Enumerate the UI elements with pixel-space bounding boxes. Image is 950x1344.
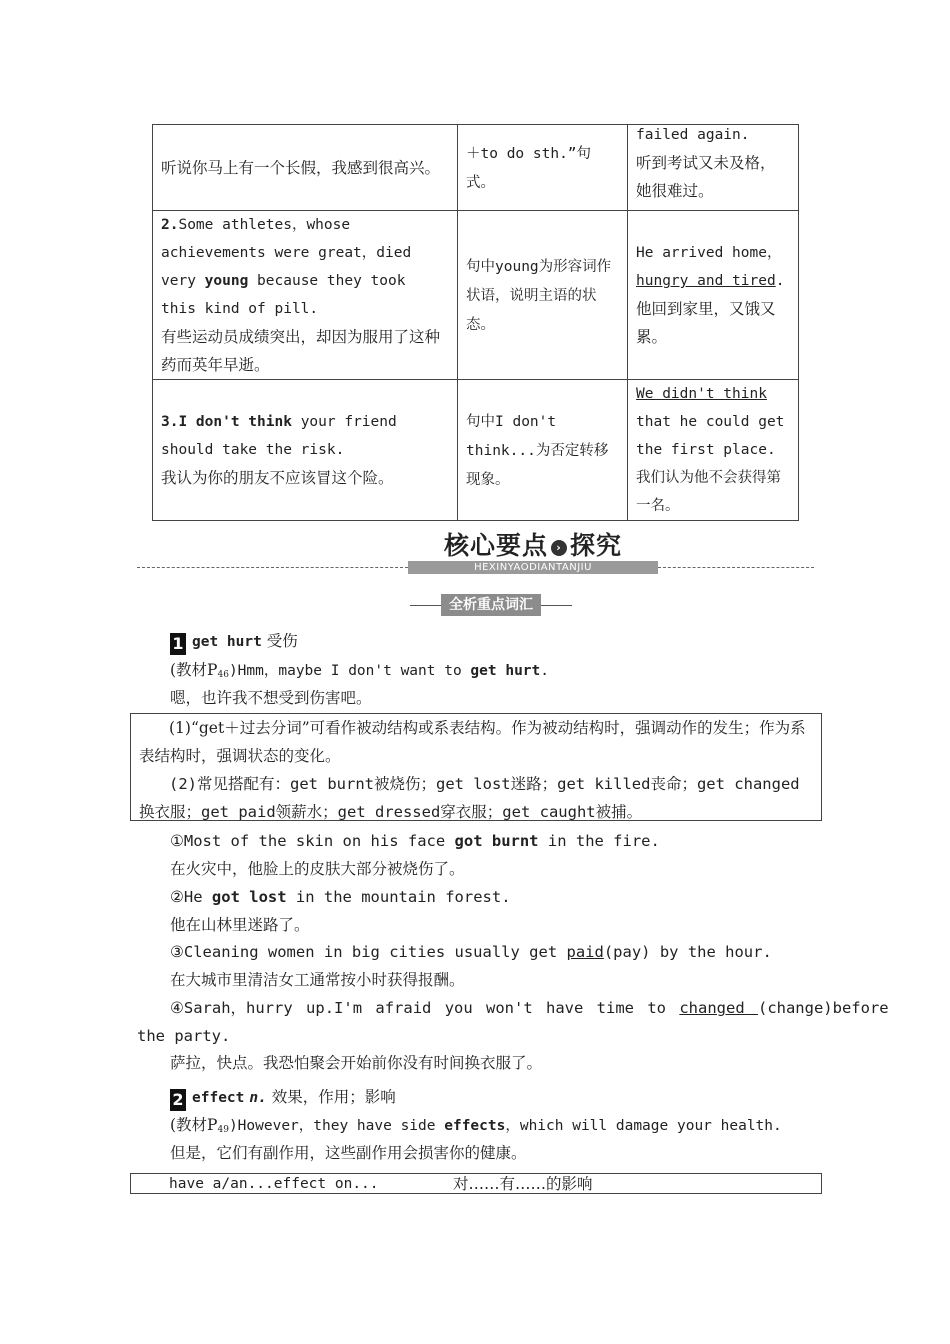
cell-sentence [153,211,458,380]
section-pinyin: HEXINYAODIANTANJIU [408,561,658,574]
cell-analysis [458,211,628,380]
example-4 [170,994,889,1022]
example-text-end: in the mountain forest. [286,888,511,906]
source-prefix: (教材P [170,1116,218,1134]
example-answer: hungry and tired [636,273,776,289]
item-meaning: 受伤 [266,632,298,650]
divider-right [658,567,814,568]
cell-example [628,380,799,521]
source-keyword: get hurt [470,663,541,679]
source-translation: 但是，它们有副作用，这些副作用会损害你的健康。 [170,1144,527,1162]
phrase-en: have a/an...effect on... [169,1176,379,1192]
sentence-keyword: I don't think [178,414,292,430]
item-keyword: effect [192,1090,245,1106]
sentence-cn: 有些运动员成绩突出，却因为服用了这种药而英年早逝。 [161,328,441,374]
example-text: ④Sarah，hurry up.I'm afraid you won't have time to [170,999,680,1017]
source-end: . [540,663,549,679]
example-en: He arrived home， [636,245,782,261]
analysis-text: 句中I don't think...为否定转移现象。 [466,413,609,488]
example-text: ③Cleaning women in big cities usually get [170,943,567,961]
section-title [408,526,658,562]
example-table [152,124,799,521]
item-heading [170,627,298,656]
example-keyword: got burnt [454,832,539,850]
phrase-box [130,1173,822,1194]
source-text: )However，they have side [228,1118,445,1134]
example-4-cont: the party. [137,1027,231,1045]
source-prefix: (教材P [170,661,218,679]
sentence-cn: 我认为你的朋友不应该冒这个险。 [161,469,394,487]
item-heading [170,1083,396,1112]
example-text-end: (change)before [757,999,889,1017]
subheading [410,594,572,616]
source-page: 49 [217,1125,229,1135]
cell-analysis [458,125,628,211]
sentence-en-end: because they took this kind of pill. [161,273,406,317]
analysis-text: ＋to do sth.”句式。 [466,145,592,191]
example-en-end: . [775,273,785,289]
sentence-number: 2. [161,217,179,233]
source-end: ，which will damage your health. [505,1118,782,1134]
item-number-badge: 1 [170,633,186,655]
sentence-en: Some athletes，whose achievements were great，died very [161,217,412,289]
item-number-badge: 2 [170,1089,186,1111]
example-text: ①Most of the skin on his face [170,832,455,850]
example-1 [170,827,660,855]
example-text-end: in the fire. [538,832,660,850]
cell-example [628,125,799,211]
sentence-cn: 听说你马上有一个长假，我感到很高兴。 [161,158,441,177]
arrow-circle-icon: › [551,540,567,556]
source-keyword: effects [444,1118,506,1134]
cell-sentence [153,125,458,211]
example-1-cn: 在火灾中，他脸上的皮肤大部分被烧伤了。 [170,860,465,878]
example-answer: paid [566,943,604,961]
source-translation: 嗯，也许我不想受到伤害吧。 [170,689,372,707]
sentence-keyword: young [204,273,249,289]
section-title-main: 核心要点 [443,531,548,560]
cell-example [628,211,799,380]
example-2 [170,883,511,911]
note-box [130,713,822,821]
sentence-number: 3. [161,414,179,430]
item-pos: n. [249,1090,267,1106]
phrase-cn: 对……有……的影响 [453,1175,593,1193]
example-2-cn: 他在山林里迷路了。 [170,916,310,934]
subheading-label: 全析重点词汇 [441,594,541,616]
item-keyword: get hurt [192,634,262,650]
example-text-end: (pay) by the hour. [603,943,772,961]
example-en: that he could get the first place. [636,414,785,458]
example-cn: 我们认为他不会获得第一名。 [636,470,781,514]
example-answer: changed [679,999,758,1017]
table-row [153,380,799,521]
example-3 [170,938,772,966]
note-1: (1)“get＋过去分词”可看作被动结构或系表结构。作为被动结构时，强调动作的发生；作为系表结构时，强调状态的变化。 [139,719,806,765]
sentence-en: your friend should take the risk. [161,414,397,458]
example-en: failed again. [636,127,750,143]
example-3-cn: 在大城市里清洁女工通常按小时获得报酬。 [170,971,465,989]
source-page: 46 [217,670,229,680]
example-answer: We didn't think [636,386,767,402]
table-row [153,125,799,211]
divider-left [137,567,408,568]
section-title-end: 探究 [570,531,623,560]
example-cn: 他回到家里，又饿又累。 [636,300,776,346]
example-cn: 听到考试又未及格，她很难过。 [636,154,776,200]
cell-analysis [458,380,628,521]
note-2: (2)常见搭配有：get burnt被烧伤；get lost迷路；get killed丧命；get changed换衣服；get paid领薪水；get dressed穿衣服；get caught被捕。 [139,775,800,821]
example-4-cn: 萨拉，快点。我恐怕聚会开始前你没有时间换衣服了。 [170,1054,543,1072]
example-keyword: got lost [211,888,287,906]
cell-sentence [153,380,458,521]
example-text: ②He [170,888,212,906]
table-row [153,211,799,380]
item-meaning: 效果，作用；影响 [271,1088,396,1106]
source-text: )Hmm，maybe I don't want to [228,663,471,679]
analysis-text: 句中young为形容词作状语，说明主语的状态。 [466,258,612,333]
